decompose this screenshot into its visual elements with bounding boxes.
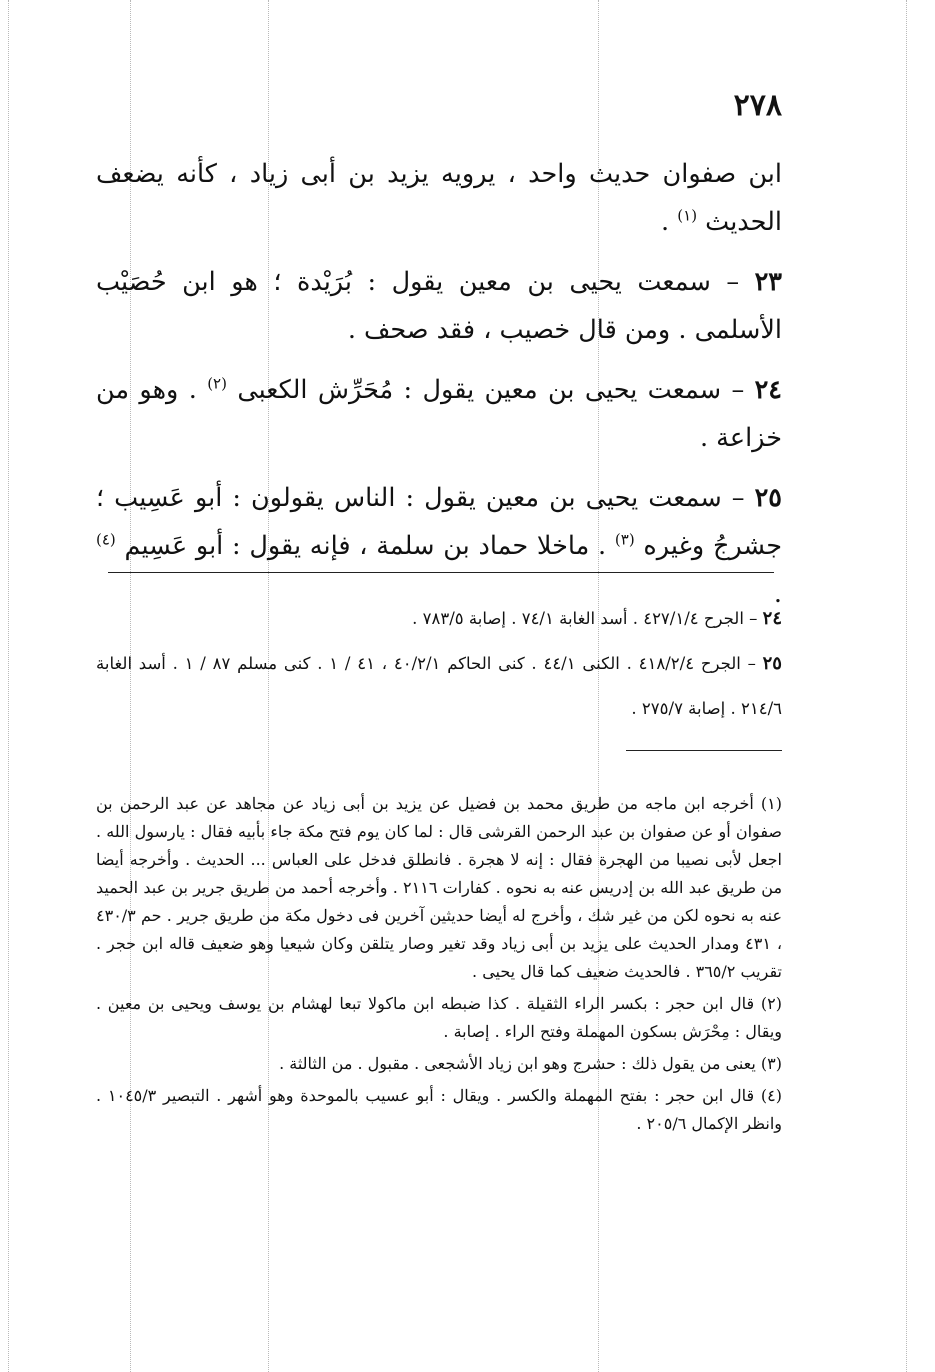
paragraph-text: – سمعت يحيى بن معين يقول : مُحَرِّش الكعبى — [237, 375, 755, 405]
footnotes-block — [96, 790, 782, 1138]
reference-text: – الجرح ٤١٨/٢/٤ . الكنى ٤٤/١ . كنى الحاكم ٤٠/٢/١ ، ٤١ / ١ . كنى مسلم ٨٧ / ١ . أسد الغابة ٢١٤/٦ . إصابة ٢٧٥/٧ . — [96, 654, 782, 718]
reference-number: ٢٤ — [762, 608, 782, 629]
footnote: (٢) قال ابن حجر : بكسر الراء الثقيلة . كذا ضبطه ابن ماكولا تبعا لهشام بن يوسف ويحيى بن معين . ويقال : مِحْرَش بسكون المهملة وفتح الراء . إصابة . — [96, 994, 782, 1041]
footnote-marker: (١) — [677, 206, 698, 225]
footnote-marker: (٤) — [96, 530, 116, 549]
paragraph — [96, 150, 782, 246]
footnote: (٣) يعنى من يقول ذلك : حشرج وهو ابن زياد الأشجعى . مقبول . من الثالثة . — [279, 1054, 782, 1073]
paragraph-number: ٢٣ — [754, 267, 782, 297]
paragraph-number: ٢٤ — [754, 375, 782, 405]
scan-guide-line — [8, 0, 9, 1372]
paragraph — [96, 366, 782, 462]
reference-item — [96, 641, 782, 731]
paragraph-tail: . — [773, 579, 782, 609]
paragraph-text: ابن صفوان حديث واحد ، يرويه يزيد بن أبى زياد ، كأنه يضعف الحديث — [96, 159, 782, 237]
page-number: ٢٧٨ — [733, 88, 782, 123]
reference-item — [96, 596, 782, 641]
paragraph-number: ٢٥ — [754, 483, 782, 513]
paragraph-tail: . وهو من خزاعة . — [96, 375, 782, 453]
reference-text: – الجرح ٤٢٧/١/٤ . أسد الغابة ٧٤/١ . إصابة ٧٨٣/٥ . — [412, 609, 763, 628]
reference-number: ٢٥ — [762, 653, 782, 674]
scan-guide-line — [906, 0, 907, 1372]
footnote: (١) أخرجه ابن ماجه من طريق محمد بن فضيل عن يزيد بن أبى زياد عن مجاهد عن عبد الرحمن بن صفوان أو عن صفوان بن عبد الرحمن القرشى قال : لما كان يوم فتح مكة جاء بأبيه فقال : يارسول الله . اجعل لأبى نصيبا من الهجرة فقال : إنه لا هجرة . فانطلق فدخل على العباس ... الحديث . وأخرجه أيضا من طريق عبد الله بن إدريس عنه به نحوه . كفارات ٢١١٦ . وأخرجه أحمد من طريق جرير بن عبد الحميد عنه به نحوه لكن من غير شك ، وأخرج له أيضا حديثين آخرين فى دخول مكة من طريق جرير . حم ٤٣٠/٣ ، ٤٣١ ومدار الحديث على يزيد بن أبى زياد وقد تغير وصار يتلقن وكان شيعيا وهو ضعيف قاله ابن حجر . تقريب ٣٦٥/٢ . فالحديث ضعيف كما قال يحيى . — [96, 794, 783, 981]
paragraph-text: – سمعت يحيى بن معين يقول : الناس يقولون : أبو عَسِيب ؛ جشرجُ وغيره — [96, 483, 782, 561]
footnote: (٤) قال ابن حجر : بفتح المهملة والكسر . ويقال : أبو عسيب بالموحدة وهو أشهر . التبصير ١٠٤٥/٣ . وانظر الإكمال ٢٠٥/٦ . — [96, 1086, 783, 1133]
paragraph — [96, 258, 782, 354]
paragraph-tail: . — [661, 207, 678, 237]
footnote-divider — [626, 750, 782, 751]
paragraph-tail: . ماخلا حماد بن سلمة ، فإنه يقول : أبو عَسِيم — [124, 531, 615, 561]
footnote-marker: (٢) — [207, 374, 227, 393]
section-divider — [108, 572, 774, 573]
references-block — [96, 596, 782, 731]
paragraph-text: – سمعت يحيى بن معين يقول : بُرَيْدة ؛ هو ابن حُصَيْب الأسلمى . ومن قال خصيب ، فقد صحف . — [96, 267, 782, 345]
main-text — [96, 150, 782, 618]
footnote-marker: (٣) — [614, 530, 635, 549]
